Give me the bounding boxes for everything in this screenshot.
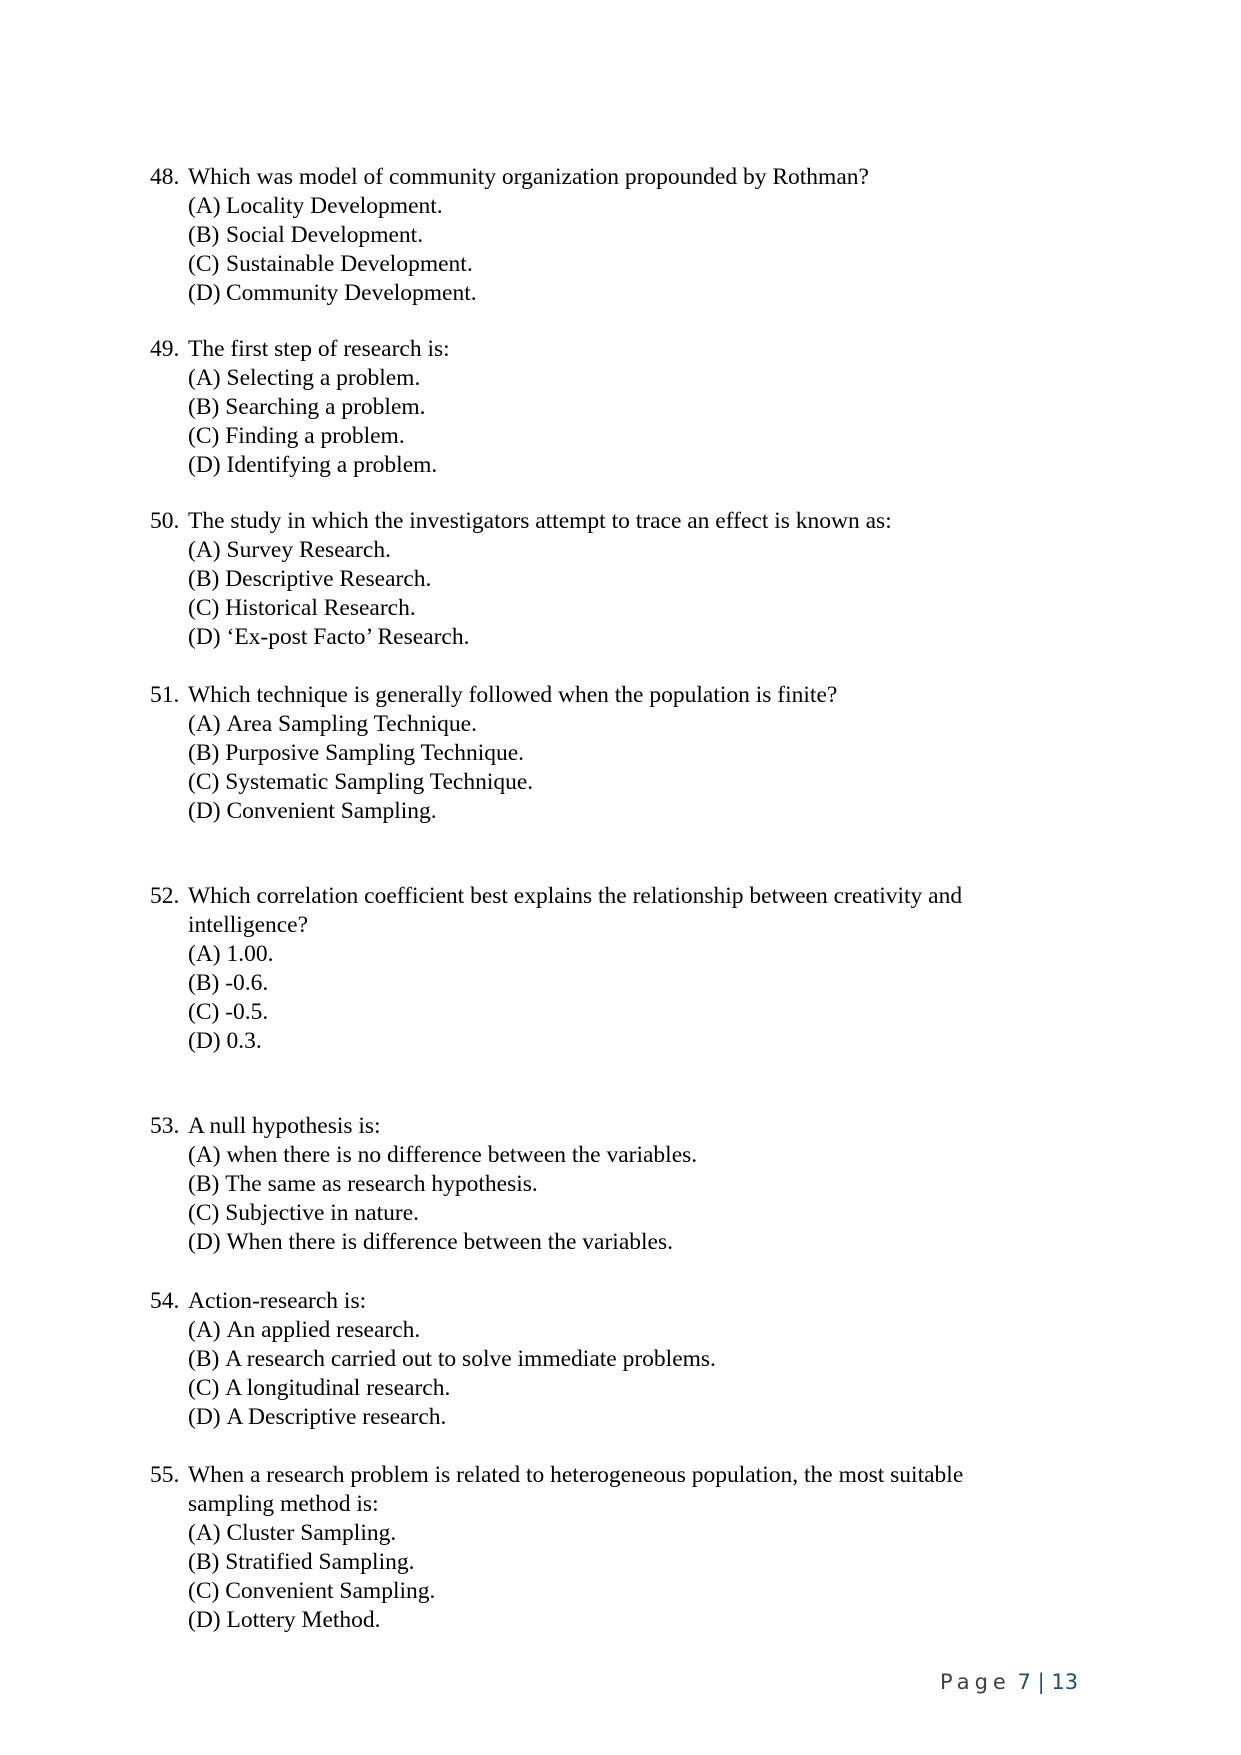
- option-text: Locality Development.: [226, 193, 443, 219]
- options-list: [188, 536, 1050, 652]
- option-text: Stratified Sampling.: [225, 1549, 415, 1575]
- question-text: Action-research is:: [188, 1288, 367, 1314]
- option-text: A research carried out to solve immediate problems.: [225, 1346, 716, 1372]
- option-letter: (D): [188, 452, 221, 478]
- option-letter: (C): [188, 1200, 220, 1226]
- option-letter: (A): [188, 1317, 221, 1343]
- total-pages-number: 13: [1051, 1670, 1079, 1694]
- page-separator: |: [1037, 1670, 1045, 1694]
- option-b: [188, 393, 1050, 422]
- question-50: [150, 507, 1050, 652]
- option-letter: (B): [188, 222, 220, 248]
- option-text: The same as research hypothesis.: [225, 1171, 538, 1197]
- option-b: [188, 565, 1050, 594]
- option-text: Searching a problem.: [225, 394, 426, 420]
- question-number: 53.: [150, 1113, 180, 1139]
- option-d: [188, 797, 1050, 826]
- option-a: [188, 1316, 1050, 1345]
- option-text: Finding a problem.: [225, 423, 405, 449]
- option-letter: (D): [188, 1028, 221, 1054]
- option-b: [188, 221, 1050, 250]
- option-text: Systematic Sampling Technique.: [225, 769, 534, 795]
- options-list: [188, 192, 1050, 308]
- option-text: Descriptive Research.: [225, 566, 432, 592]
- option-b: [188, 1345, 1050, 1374]
- option-text: ‘Ex-post Facto’ Research.: [226, 624, 470, 650]
- question-49: [150, 335, 1050, 480]
- question-51: [150, 681, 1050, 826]
- option-a: [188, 364, 1050, 393]
- question-number: 48.: [150, 164, 180, 190]
- option-c: [188, 1199, 1050, 1228]
- question-number: 49.: [150, 336, 180, 362]
- option-text: Identifying a problem.: [226, 452, 438, 478]
- option-letter: (A): [188, 1520, 221, 1546]
- option-letter: (A): [188, 711, 221, 737]
- option-c: [188, 998, 1050, 1027]
- question-text: The study in which the investigators attempt to trace an effect is known as:: [188, 508, 892, 534]
- option-letter: (B): [188, 740, 220, 766]
- option-a: [188, 1519, 1050, 1548]
- option-text: Convenient Sampling.: [226, 798, 437, 824]
- option-letter: (D): [188, 280, 221, 306]
- option-c: [188, 422, 1050, 451]
- option-letter: (D): [188, 1404, 221, 1430]
- option-text: Lottery Method.: [226, 1607, 381, 1633]
- option-letter: (B): [188, 566, 220, 592]
- option-text: A Descriptive research.: [226, 1404, 447, 1430]
- page-label: Page: [940, 1670, 1011, 1694]
- option-b: [188, 1548, 1050, 1577]
- option-a: [188, 710, 1050, 739]
- current-page-number: 7: [1017, 1670, 1031, 1694]
- option-text: -0.6.: [225, 970, 269, 996]
- question-number: 52.: [150, 883, 180, 909]
- options-list: [188, 710, 1050, 826]
- option-text: Cluster Sampling.: [226, 1520, 397, 1546]
- option-letter: (B): [188, 970, 220, 996]
- option-text: when there is no difference between the variables.: [226, 1142, 698, 1168]
- option-text: Subjective in nature.: [225, 1200, 420, 1226]
- option-text: When there is difference between the variables.: [226, 1229, 673, 1255]
- question-number: 54.: [150, 1288, 180, 1314]
- question-48: [150, 163, 1050, 308]
- option-letter: (B): [188, 394, 220, 420]
- options-list: [188, 940, 1050, 1056]
- option-text: Sustainable Development.: [226, 251, 473, 277]
- option-letter: (C): [188, 999, 220, 1025]
- option-text: Community Development.: [226, 280, 477, 306]
- option-letter: (C): [188, 251, 220, 277]
- option-text: Survey Research.: [226, 537, 391, 563]
- option-d: [188, 1606, 1050, 1635]
- question-53: [150, 1112, 1050, 1257]
- options-list: [188, 364, 1050, 480]
- option-a: [188, 192, 1050, 221]
- option-letter: (A): [188, 537, 221, 563]
- option-letter: (A): [188, 1142, 221, 1168]
- option-text: 0.3.: [226, 1028, 262, 1054]
- option-d: [188, 1403, 1050, 1432]
- option-letter: (A): [188, 941, 221, 967]
- option-text: Social Development.: [226, 222, 424, 248]
- option-text: Selecting a problem.: [226, 365, 421, 391]
- option-text: -0.5.: [225, 999, 269, 1025]
- option-a: [188, 536, 1050, 565]
- option-a: [188, 940, 1050, 969]
- option-text: Purposive Sampling Technique.: [225, 740, 525, 766]
- option-letter: (C): [188, 1375, 220, 1401]
- option-letter: (C): [188, 595, 220, 621]
- question-number: 51.: [150, 682, 180, 708]
- question-text: Which correlation coefficient best explains the relationship between creativity and intelligence?: [188, 883, 963, 938]
- option-letter: (A): [188, 193, 221, 219]
- option-letter: (B): [188, 1549, 220, 1575]
- question-text: A null hypothesis is:: [188, 1113, 381, 1139]
- options-list: [188, 1316, 1050, 1432]
- option-d: [188, 1027, 1050, 1056]
- page-footer: [940, 1668, 1078, 1696]
- option-letter: (A): [188, 365, 221, 391]
- question-55: [150, 1461, 1050, 1635]
- question-text: Which technique is generally followed when the population is finite?: [188, 682, 838, 708]
- option-text: Historical Research.: [225, 595, 416, 621]
- option-letter: (B): [188, 1171, 220, 1197]
- question-text: When a research problem is related to heterogeneous population, the most suitable sampling method is:: [188, 1462, 964, 1517]
- question-number: 55.: [150, 1462, 180, 1488]
- option-d: [188, 1228, 1050, 1257]
- option-c: [188, 768, 1050, 797]
- question-text: The first step of research is:: [188, 336, 450, 362]
- option-c: [188, 1577, 1050, 1606]
- question-number: 50.: [150, 508, 180, 534]
- question-52: [150, 882, 1050, 1056]
- option-text: Convenient Sampling.: [225, 1578, 436, 1604]
- option-letter: (B): [188, 1346, 220, 1372]
- option-text: 1.00.: [226, 941, 274, 967]
- question-text: Which was model of community organization propounded by Rothman?: [188, 164, 869, 190]
- option-text: A longitudinal research.: [225, 1375, 451, 1401]
- option-d: [188, 623, 1050, 652]
- option-c: [188, 250, 1050, 279]
- option-letter: (D): [188, 1607, 221, 1633]
- option-text: An applied research.: [226, 1317, 421, 1343]
- option-b: [188, 1170, 1050, 1199]
- option-letter: (D): [188, 798, 221, 824]
- option-b: [188, 969, 1050, 998]
- option-letter: (D): [188, 1229, 221, 1255]
- option-letter: (D): [188, 624, 221, 650]
- option-b: [188, 739, 1050, 768]
- question-54: [150, 1287, 1050, 1432]
- option-c: [188, 1374, 1050, 1403]
- option-text: Area Sampling Technique.: [226, 711, 477, 737]
- option-letter: (C): [188, 423, 220, 449]
- options-list: [188, 1519, 1050, 1635]
- options-list: [188, 1141, 1050, 1257]
- option-a: [188, 1141, 1050, 1170]
- option-letter: (C): [188, 769, 220, 795]
- option-letter: (C): [188, 1578, 220, 1604]
- option-d: [188, 451, 1050, 480]
- option-d: [188, 279, 1050, 308]
- option-c: [188, 594, 1050, 623]
